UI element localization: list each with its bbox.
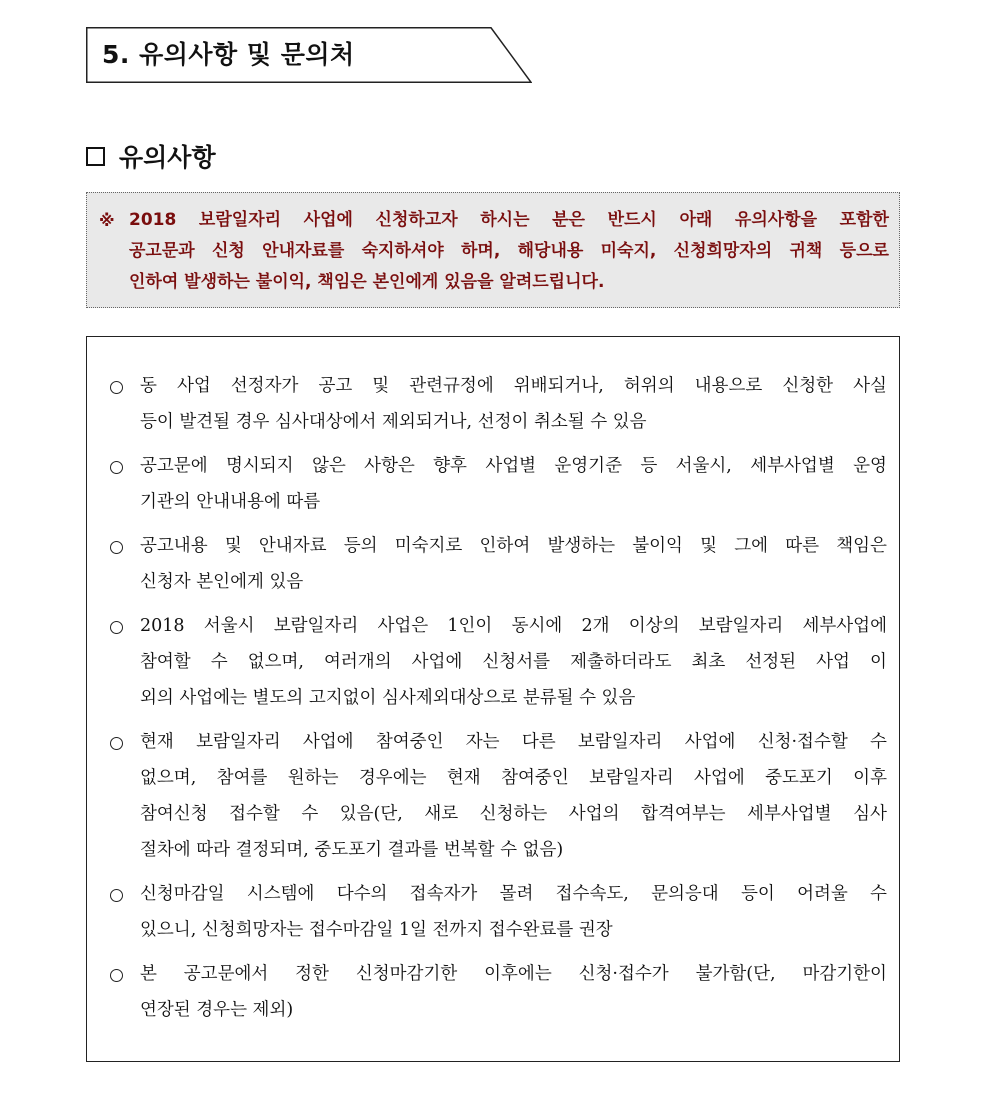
word: 사업의 [568, 804, 620, 824]
word: 위배되거나, [513, 376, 604, 396]
word: 이후에는 [484, 964, 552, 984]
word: 신청하고자 [375, 210, 458, 230]
notice-line [129, 236, 889, 267]
word: 미숙지로 [394, 536, 463, 556]
word: 사업에 [684, 732, 736, 752]
word: 자는 [465, 732, 500, 752]
word: 반드시 [607, 210, 657, 230]
word: 서울시 [203, 616, 255, 636]
list-item-line [140, 956, 887, 992]
word: 관련규정에 [409, 376, 494, 396]
word: 접속자가 [409, 884, 478, 904]
list-item [105, 724, 887, 868]
word: 세부사업별 [750, 456, 835, 476]
circle-bullet-icon [110, 969, 123, 982]
circle-bullet-icon [110, 889, 123, 902]
word: 신청·접수할 [757, 732, 848, 752]
word: 동시에 [511, 616, 563, 636]
word: 세부사업에 [802, 616, 887, 636]
word: 공고문에 [140, 456, 208, 476]
word: 공고문과 [129, 241, 195, 261]
notice-line: 인하여 발생하는 불이익, 책임은 본인에게 있음을 알려드립니다. [129, 272, 605, 292]
word: 없으며, [247, 652, 304, 672]
list-item-text [140, 528, 887, 600]
word: 신청 [212, 241, 245, 261]
word: 있음(단, [339, 804, 403, 824]
word: 보람일자리 [589, 768, 674, 788]
word: 따른 [785, 536, 820, 556]
word: 접수속도, [555, 884, 629, 904]
word: 2018 [140, 616, 185, 636]
word: 공고문에서 [183, 964, 269, 984]
list-item-line: 등이 발견될 경우 심사대상에서 제외되거나, 선정이 취소될 수 있음 [140, 412, 647, 432]
list-item-line [140, 528, 887, 564]
word: 2018 [129, 210, 177, 230]
word: 이 [869, 652, 887, 672]
word: 수 [301, 804, 319, 824]
word: 합격여부는 [641, 804, 726, 824]
notice-text [129, 205, 889, 298]
list-item-line: 있으니, 신청희망자는 접수마감일 1일 전까지 접수완료를 권장 [140, 920, 613, 940]
word: 본 [140, 964, 157, 984]
list-item-text [140, 876, 887, 948]
word: 및 [224, 536, 242, 556]
word: 미숙지, [600, 241, 657, 261]
notice-row [99, 205, 889, 298]
word: 불가함(단, [695, 964, 776, 984]
word: 사실 [853, 376, 887, 396]
subheading-label: 유의사항 [119, 143, 216, 172]
word: 접수할 [229, 804, 280, 824]
word: 세부사업별 [747, 804, 832, 824]
list-item [105, 876, 887, 948]
word: 해당내용 [517, 241, 584, 261]
list-item-line [140, 876, 887, 912]
word: 운영기준 [554, 456, 622, 476]
word: 문의응대 [651, 884, 719, 904]
word: 그에 [734, 536, 769, 556]
word: 신청마감기한 [355, 964, 458, 984]
word: 안내자료 [258, 536, 327, 556]
word: 인하여 [479, 536, 531, 556]
word: 향후 [433, 456, 467, 476]
word: 공고내용 [140, 536, 208, 556]
word: 명시되지 [225, 456, 294, 476]
list-item [105, 448, 887, 520]
word: 및 [700, 536, 718, 556]
word: 서울시, [675, 456, 732, 476]
list-item [105, 956, 887, 1028]
list-item-line [140, 448, 887, 484]
circle-bullet-icon [110, 461, 123, 474]
list-item-text [140, 368, 887, 440]
word: 불이익 [632, 536, 683, 556]
word: 어려울 [797, 884, 848, 904]
list-item-line: 신청자 본인에게 있음 [140, 572, 304, 592]
list-item-text [140, 608, 887, 716]
word: 신청한 [782, 376, 834, 396]
word: 보람일자리 [198, 210, 282, 230]
list-item-text [140, 448, 887, 520]
word: 포함한 [839, 210, 889, 230]
list-item-line [140, 796, 887, 832]
word: 내용으로 [694, 376, 763, 396]
word: 참여중인 [501, 768, 569, 788]
word: 참여를 [216, 768, 268, 788]
list-item-line: 절차에 따라 결정되며, 중도포기 결과를 번복할 수 없음) [140, 840, 564, 860]
word: 다른 [521, 732, 556, 752]
word: 공고 [318, 376, 353, 396]
word: 운영 [853, 456, 887, 476]
word: 사업에 [303, 210, 353, 230]
list-item-line [140, 760, 887, 796]
word: 심사 [853, 804, 887, 824]
word: 여러개의 [324, 652, 392, 672]
list-item [105, 368, 887, 440]
word: 등의 [343, 536, 378, 556]
word: 사업에 [302, 732, 354, 752]
word: 시스템에 [246, 884, 315, 904]
word: 1인이 [447, 616, 493, 636]
circle-bullet-icon [110, 381, 123, 394]
word: 하시는 [480, 210, 530, 230]
word: 2개 [581, 616, 610, 636]
word: 마감기한이 [802, 964, 887, 984]
word: 사업에 [411, 652, 463, 672]
word: 신청하는 [479, 804, 548, 824]
word: 없으며, [140, 768, 197, 788]
word: 아래 [679, 210, 713, 230]
word: 신청희망자의 [673, 241, 773, 261]
word: 제출하더라도 [570, 652, 672, 672]
list-item-line [140, 608, 887, 644]
word: 선정된 [745, 652, 797, 672]
word: 신청·접수가 [578, 964, 669, 984]
word: 책임은 [836, 536, 887, 556]
list-item-line [140, 724, 887, 760]
word: 신청마감일 [140, 884, 225, 904]
word: 이후 [853, 768, 887, 788]
word: 수 [210, 652, 228, 672]
word: 참여신청 [140, 804, 208, 824]
word: 발생하는 [547, 536, 616, 556]
circle-bullet-icon [110, 737, 123, 750]
circle-bullet-icon [110, 541, 123, 554]
subheading [86, 138, 216, 174]
section-title: 5. 유의사항 및 문의처 [102, 40, 355, 69]
word: 및 [372, 376, 390, 396]
word: 경우에는 [358, 768, 427, 788]
word: 원하는 [287, 768, 339, 788]
list-item-line: 기관의 안내내용에 따름 [140, 492, 321, 512]
word: 수 [870, 732, 887, 752]
word: 사업은 [377, 616, 429, 636]
word: 정한 [295, 964, 329, 984]
word: 보람일자리 [196, 732, 281, 752]
notice-line [129, 205, 889, 236]
list-item-line [140, 644, 887, 680]
list-item [105, 608, 887, 716]
reference-mark-icon: ※ [99, 211, 115, 230]
word: 보람일자리 [273, 616, 359, 636]
word: 분은 [552, 210, 585, 230]
word: 중도포기 [765, 768, 833, 788]
list-item-line: 외의 사업에는 별도의 고지없이 심사제외대상으로 분류될 수 있음 [140, 688, 636, 708]
word: 다수의 [336, 884, 388, 904]
word: 등으로 [839, 241, 889, 261]
list-item-text [140, 724, 887, 868]
circle-bullet-icon [110, 621, 123, 634]
word: 사업에 [694, 768, 745, 788]
list-item-line: 연장된 경우는 제외) [140, 1000, 294, 1020]
word: 사업 [816, 652, 850, 672]
word: 이상의 [628, 616, 680, 636]
word: 최초 [691, 652, 726, 672]
list-item [105, 528, 887, 600]
word: 허위의 [623, 376, 675, 396]
word: 사항은 [364, 456, 415, 476]
word: 선정자가 [230, 376, 299, 396]
word: 몰려 [499, 884, 534, 904]
list-item-line [140, 368, 887, 404]
word: 보람일자리 [577, 732, 663, 752]
word: 수 [870, 884, 887, 904]
word: 사업별 [485, 456, 537, 476]
word: 않은 [311, 456, 346, 476]
word: 새로 [424, 804, 459, 824]
word: 보람일자리 [698, 616, 784, 636]
word: 현재 [140, 732, 174, 752]
word: 등 [640, 456, 658, 476]
word: 귀책 [789, 241, 823, 261]
word: 하며, [461, 241, 501, 261]
word: 현재 [446, 768, 481, 788]
precautions-list [86, 336, 900, 1062]
word: 신청서를 [482, 652, 551, 672]
notice-box [86, 192, 900, 308]
list-item-text [140, 956, 887, 1028]
section-header [86, 27, 532, 83]
word: 유의사항을 [734, 210, 818, 230]
word: 사업 [176, 376, 211, 396]
word: 숙지하셔야 [361, 241, 444, 261]
word: 동 [140, 376, 157, 396]
word: 안내자료를 [262, 241, 345, 261]
word: 등이 [740, 884, 775, 904]
square-bullet-icon [86, 147, 105, 166]
word: 참여중인 [375, 732, 444, 752]
word: 참여할 [140, 652, 191, 672]
